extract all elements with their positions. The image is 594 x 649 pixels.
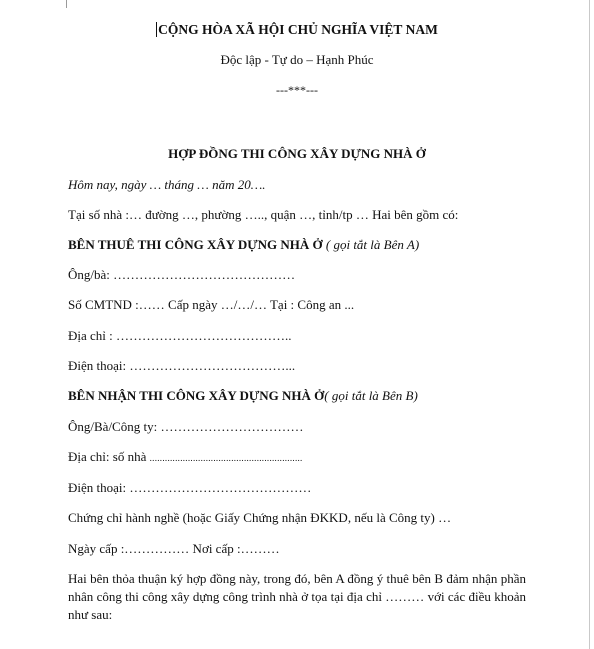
party-b-address-dots: ............................................................ [149, 453, 303, 463]
party-a-phone: Điện thoại: ………………………………... [68, 358, 296, 373]
header-separator: ---***--- [276, 83, 318, 97]
party-b-heading-text: BÊN NHẬN THI CÔNG XÂY DỰNG NHÀ Ở [68, 388, 325, 403]
party-b-heading-note: ( gọi tắt là Bên B) [324, 388, 418, 403]
agreement-paragraph: Hai bên thỏa thuận ký hợp đồng này, trong đó, bên A đồng ý thuê bên B đảm nhận phần nhân công thi công xây dựng công trình nhà ở tọa tại địa chỉ ……… với các điều khoản như sau: [68, 571, 526, 622]
party-b-phone: Điện thoại: …………………………………… [68, 480, 312, 495]
nation-heading [0, 22, 594, 38]
place-line: Tại số nhà :… đường …, phường ….., quận …, tỉnh/tp … Hai bên gồm có: [68, 207, 459, 222]
party-b-name: Ông/Bà/Công ty: …………………………… [68, 419, 304, 434]
text-cursor [156, 22, 157, 37]
party-a-heading-note: ( gọi tắt là Bên A) [322, 237, 420, 252]
party-b-address-label: Địa chỉ: số nhà [68, 449, 150, 464]
party-b-issue: Ngày cấp :…………… Nơi cấp :……… [68, 541, 280, 556]
date-line: Hôm nay, ngày … tháng … năm 20…. [68, 177, 266, 192]
document-title: HỢP ĐỒNG THI CÔNG XÂY DỰNG NHÀ Ở [168, 146, 426, 161]
party-a-address: Địa chỉ : ………………………………….. [68, 328, 292, 343]
party-a-heading-text: BÊN THUÊ THI CÔNG XÂY DỰNG NHÀ Ở [68, 237, 323, 252]
party-b-address [68, 449, 303, 466]
motto: Độc lập - Tự do – Hạnh Phúc [220, 52, 374, 67]
party-a-name: Ông/bà: …………………………………… [68, 267, 296, 282]
party-a-heading [68, 237, 419, 253]
party-b-certificate: Chứng chỉ hành nghề (hoặc Giấy Chứng nhận ĐKKD, nếu là Công ty) … [68, 510, 452, 525]
page-corner-mark [66, 0, 67, 8]
party-b-heading [68, 388, 418, 404]
nation-text: CỘNG HÒA XÃ HỘI CHỦ NGHĨA VIỆT NAM [158, 22, 438, 37]
party-a-id: Số CMTND :…… Cấp ngày …/…/… Tại : Công an ... [68, 297, 355, 312]
